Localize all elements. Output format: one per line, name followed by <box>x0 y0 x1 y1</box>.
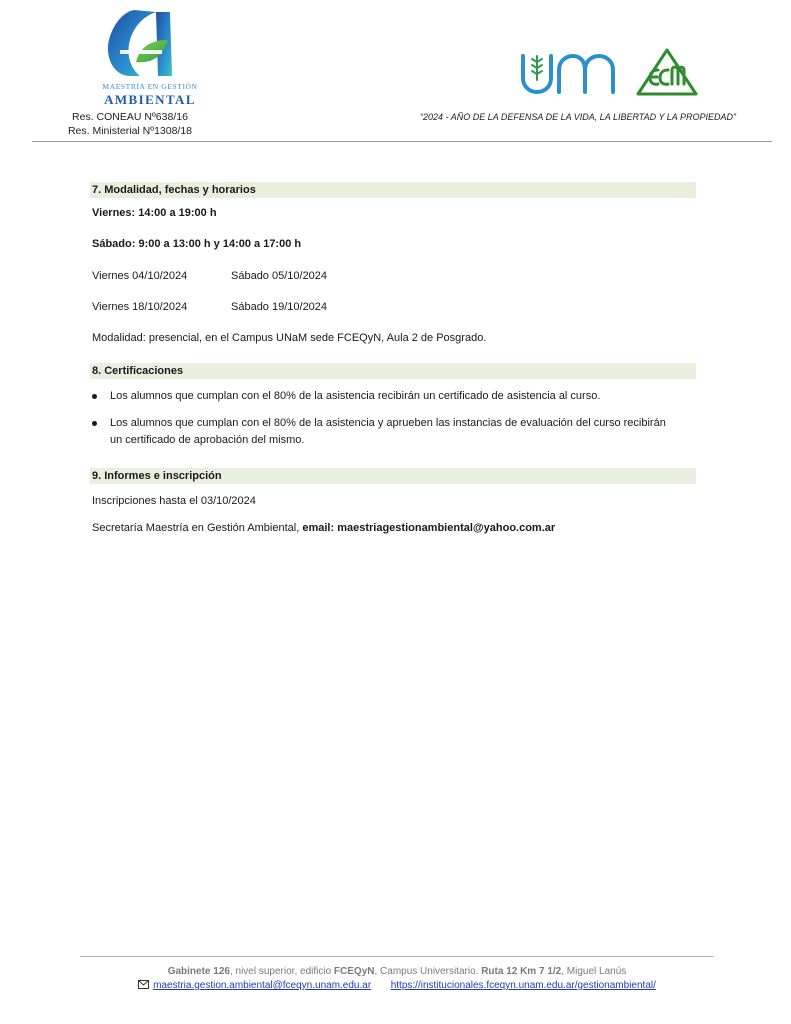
saturday-date: Sábado 19/10/2024 <box>231 301 328 313</box>
maestria-logo-icon <box>100 6 200 82</box>
friday-date: Viernes 04/10/2024 <box>92 270 188 282</box>
date-row <box>92 301 412 313</box>
bullet-icon <box>92 394 97 399</box>
footer-divider <box>80 956 714 957</box>
footer-campus: , Campus Universitario. <box>374 966 482 977</box>
friday-date: Viernes 18/10/2024 <box>92 301 188 313</box>
year-motto: “2024 - AÑO DE LA DEFENSA DE LA VIDA, LA LIBERTAD Y LA PROPIEDAD” <box>420 112 736 122</box>
footer-ruta: Ruta 12 Km 7 1/2 <box>481 966 562 977</box>
sabado-hours: Sábado: 9:00 a 13:00 h y 14:00 a 17:00 h <box>92 238 302 250</box>
contact-prefix: Secretaría Maestría en Gestión Ambiental, <box>92 522 300 534</box>
footer-email-link[interactable]: maestria.gestion.ambiental@fceqyn.unam.edu.ar <box>153 980 372 991</box>
modalidad-text: Modalidad: presencial, en el Campus UNaM sede FCEQyN, Aula 2 de Posgrado. <box>92 332 487 344</box>
section-heading-informes: 9. Informes e inscripción <box>90 468 696 484</box>
bullet-icon <box>92 421 97 426</box>
logo-line-2: AMBIENTAL <box>104 92 196 107</box>
footer-building: FCEQyN <box>333 966 375 977</box>
date-row <box>92 270 412 282</box>
footer-links <box>80 980 714 992</box>
footer-city: , Miguel Lanús <box>561 966 627 977</box>
footer-web-link[interactable]: https://institucionales.fceqyn.unam.edu.ar/gestionambiental/ <box>390 980 656 991</box>
envelope-icon <box>138 980 149 992</box>
res-coneau: Res. CONEAU Nº638/16 <box>72 111 188 123</box>
maestria-logo <box>100 6 200 116</box>
res-ministerial: Res. Ministerial Nº1308/18 <box>67 125 193 137</box>
fceqyn-logo <box>636 48 698 96</box>
viernes-hours: Viernes: 14:00 a 19:00 h <box>92 207 217 219</box>
contact-line <box>92 522 555 534</box>
inscription-deadline: Inscripciones hasta el 03/10/2024 <box>92 495 256 507</box>
footer-nivel: , nivel superior, edificio <box>229 966 334 977</box>
saturday-date: Sábado 05/10/2024 <box>231 270 328 282</box>
unam-logo <box>519 50 623 96</box>
list-item: Los alumnos que cumplan con el 80% de la asistencia y aprueben las instancias de evaluación del curso recibirán un certificado de aprobación del mismo. <box>110 417 666 446</box>
footer-gabinete: Gabinete 126 <box>167 966 230 977</box>
email-label: email: <box>302 522 335 534</box>
header-divider <box>32 141 772 142</box>
list-item: Los alumnos que cumplan con el 80% de la asistencia recibirán un certificado de asistencia al curso. <box>110 390 601 402</box>
fceqyn-logo-icon <box>636 48 698 96</box>
section-heading-certificaciones: 8. Certificaciones <box>90 363 696 379</box>
footer-address <box>80 966 714 977</box>
section-heading-modalidad: 7. Modalidad, fechas y horarios <box>90 182 696 198</box>
unam-logo-icon <box>519 50 623 96</box>
contact-email[interactable]: maestriagestionambiental@yahoo.com.ar <box>337 522 556 534</box>
logo-line-1: MAESTRÍA EN GESTIÓN <box>102 82 198 91</box>
